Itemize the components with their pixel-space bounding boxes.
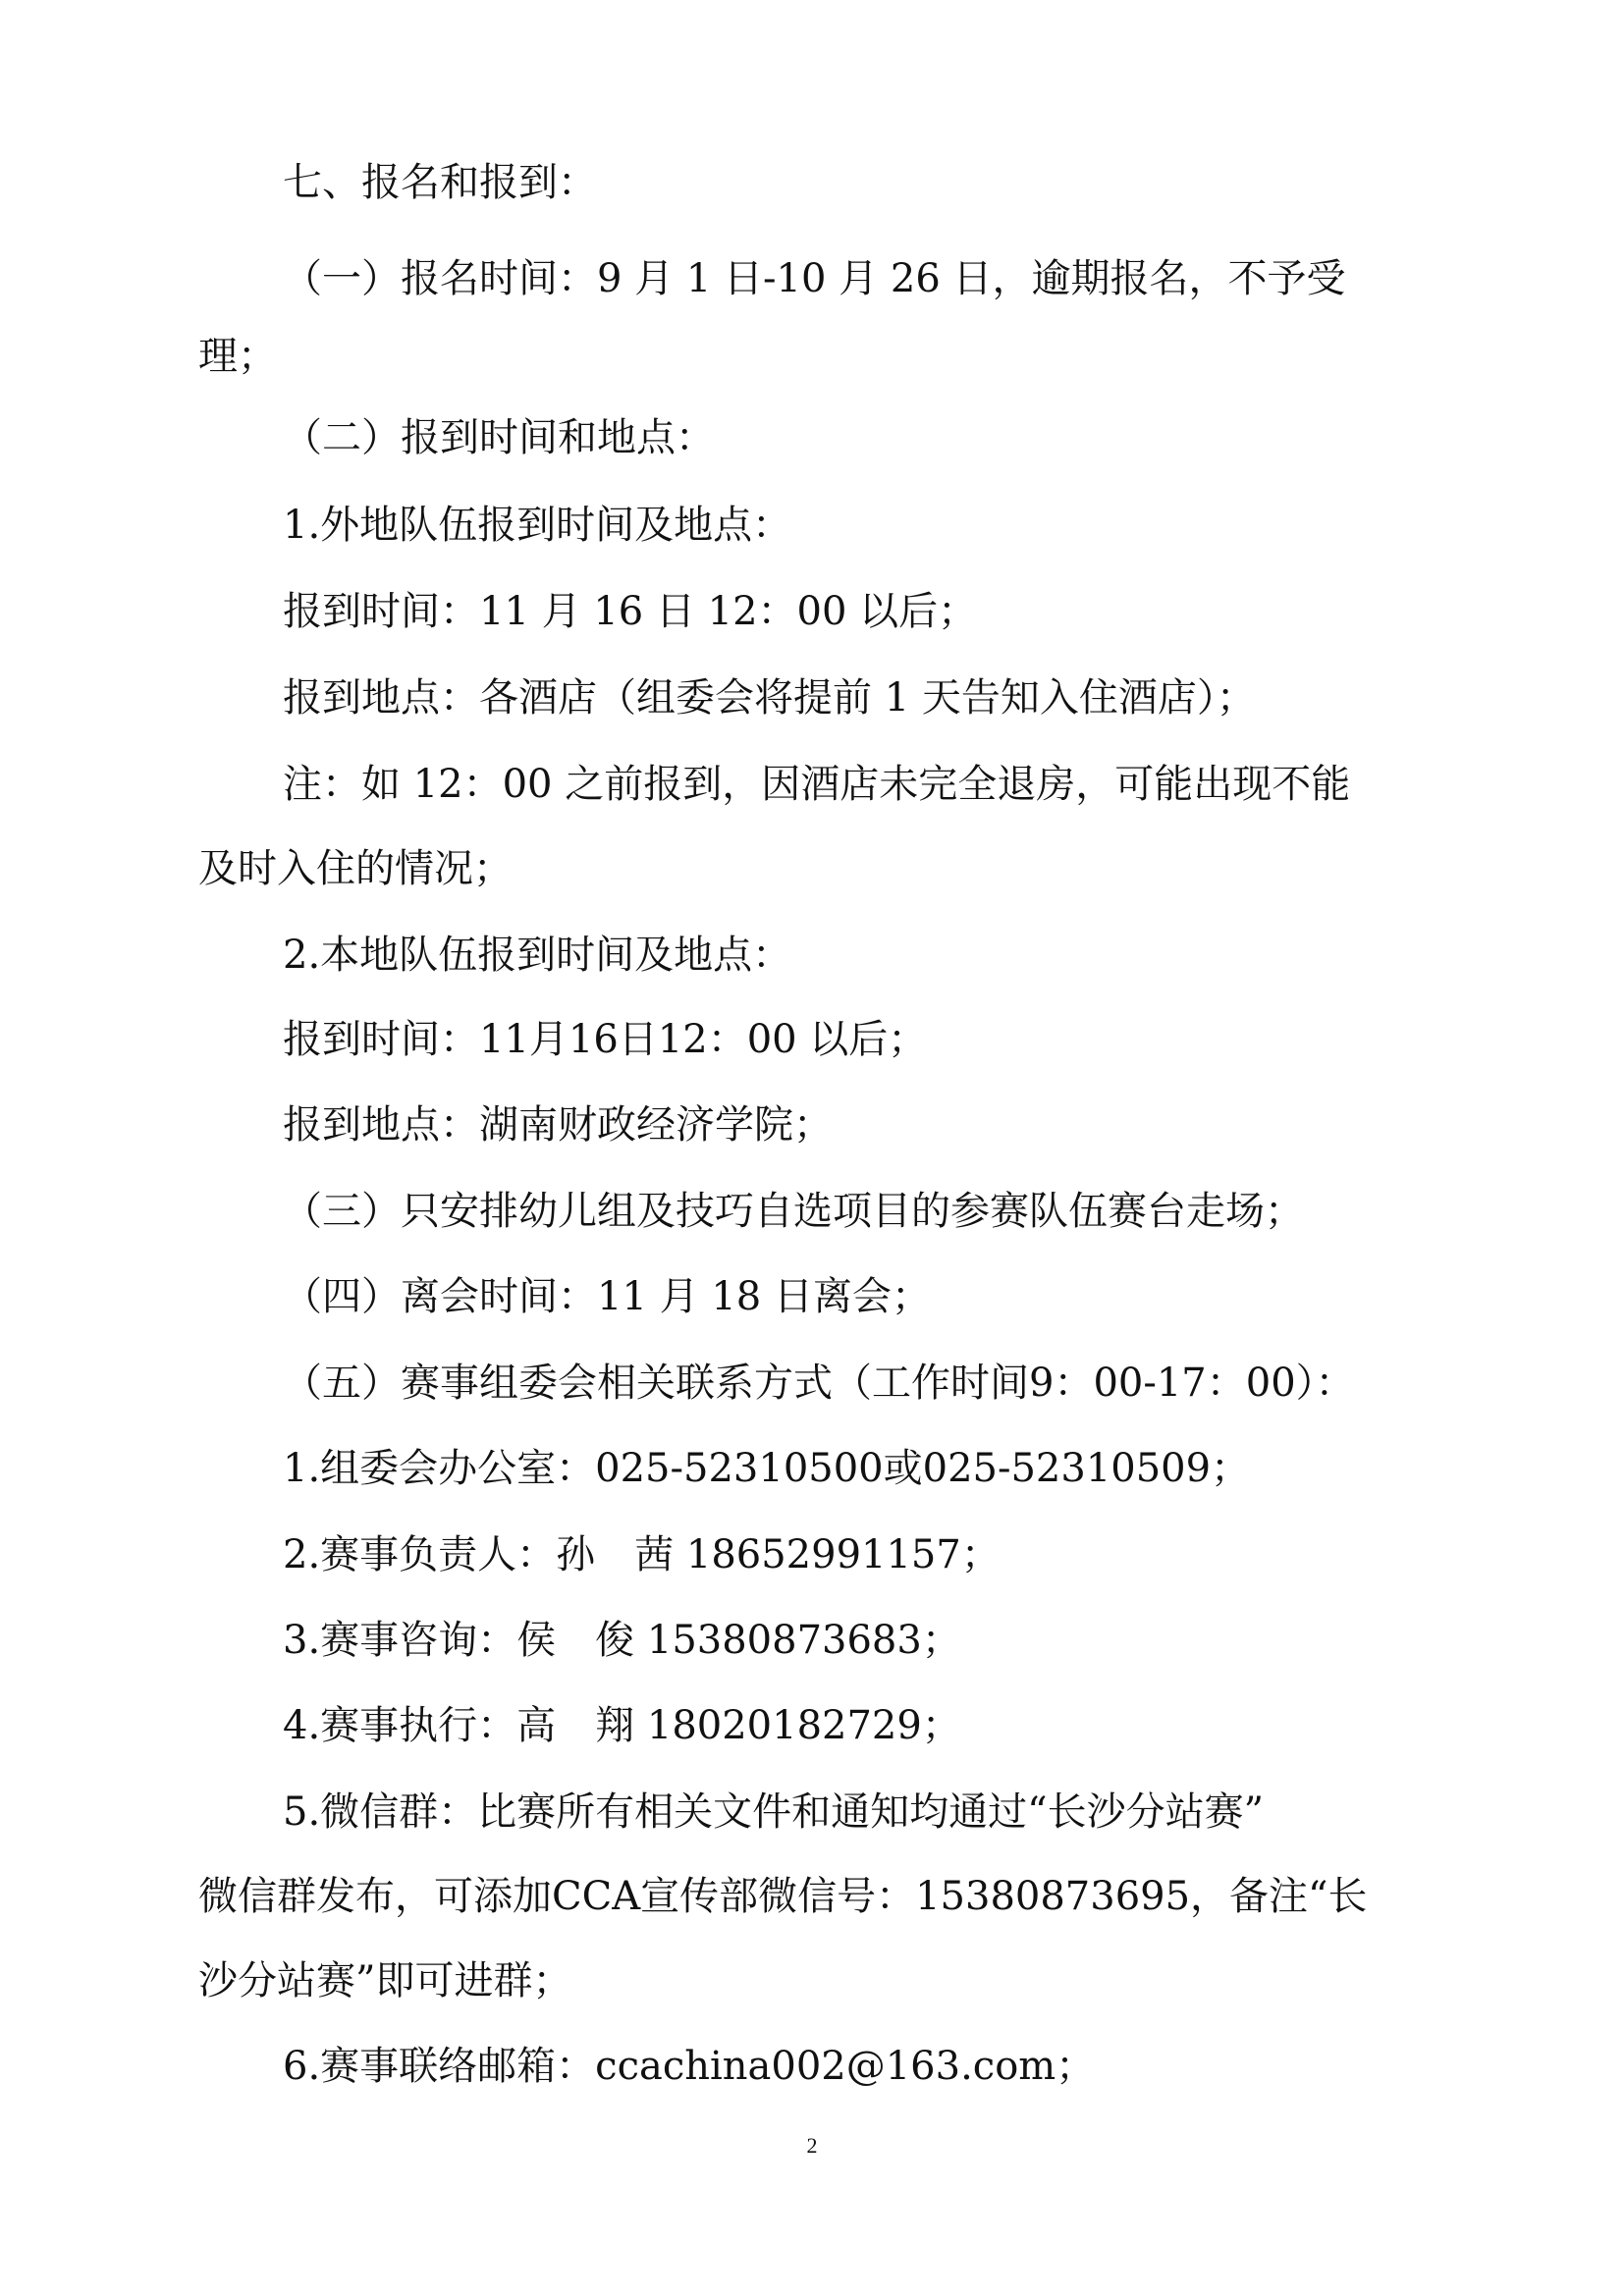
text-line: （四）离会时间：11 月 18 日离会； (283, 1274, 931, 1319)
text-line: 1.组委会办公室：025-52310500或025-52310509； (283, 1446, 1251, 1491)
text-line: 报到地点：湖南财政经济学院； (283, 1102, 833, 1148)
text-line: 3.赛事咨询：侯 俊 15380873683； (283, 1618, 961, 1663)
text-line: 报到时间：11 月 16 日 12：00 以后； (283, 589, 978, 634)
text-line: 报到时间：11月16日12：00 以后； (283, 1017, 928, 1062)
text-line: 1.外地队伍报到时间及地点： (283, 503, 792, 548)
text-line: 理； (198, 334, 277, 379)
text-line: 注：如 12：00 之前报到，因酒店未完全退房，可能出现不能 (283, 762, 1351, 807)
text-line: 5.微信群：比赛所有相关文件和通知均通过“长沙分站赛” (283, 1789, 1265, 1835)
text-line: （三）只安排幼儿组及技巧自选项目的参赛队伍赛台走场； (283, 1189, 1304, 1234)
text-line: 沙分站赛”即可进群； (198, 1958, 572, 2003)
text-line: （五）赛事组委会相关联系方式（工作时间9：00-17：00）： (283, 1361, 1355, 1406)
text-line: （一）报名时间：9 月 1 日-10 月 26 日，逾期报名，不予受 (283, 256, 1346, 301)
text-line: 微信群发布，可添加CCA宣传部微信号：15380873695，备注“长 (198, 1874, 1368, 1919)
text-line: 2.赛事负责人：孙 茜 18652991157； (283, 1532, 1001, 1577)
text-line: 报到地点：各酒店（组委会将提前 1 天告知入住酒店）； (283, 675, 1256, 721)
text-line: 4.赛事执行：高 翔 18020182729； (283, 1703, 961, 1748)
text-line: 6.赛事联络邮箱：ccachina002@163.com； (283, 2044, 1096, 2089)
text-line: 及时入住的情况； (198, 846, 513, 891)
text-line: （二）报到时间和地点： (283, 415, 715, 460)
text-line: 2.本地队伍报到时间及地点： (283, 933, 792, 978)
section-heading: 七、报名和报到： (283, 160, 597, 205)
page-number: 2 (806, 2133, 818, 2158)
